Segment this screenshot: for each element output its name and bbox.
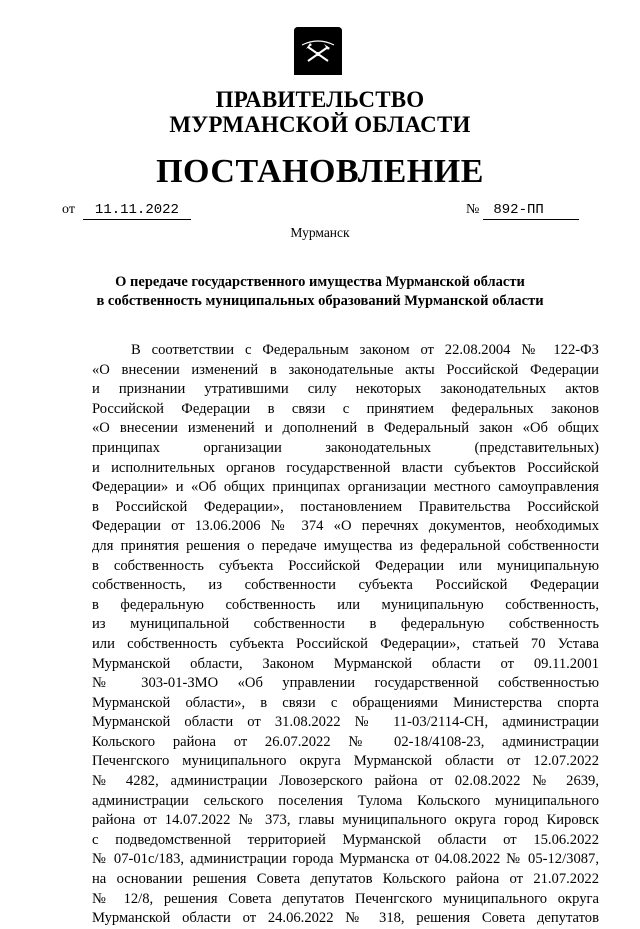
body-line: принципах организации законодательных (представительных) (92, 439, 599, 456)
body-line: № 12/8, решения Совета депутатов Печенгского муниципального округа (92, 890, 599, 907)
body-line: администрации сельского поселения Тулома Кольского муниципального (92, 792, 599, 809)
coat-of-arms-icon (294, 27, 342, 75)
body-line: Федерации» и «Об общих принципах организации местного самоуправления (92, 479, 599, 496)
body-line: № 4282, администрации Ловозерского района от 02.08.2022 № 2639, (92, 773, 599, 790)
city-name: Мурманск (290, 225, 350, 240)
subject-line2: в собственность муниципальных образований Мурманской области (96, 293, 544, 309)
body-line: из муниципальной собственности в федеральную собственность (92, 616, 599, 633)
body-line: и признании утратившими силу некоторых законодательных актов (92, 381, 599, 398)
document-type-title: ПОСТАНОВЛЕНИЕ (156, 153, 484, 190)
subject-line1: О передаче государственного имущества Мурманской области (115, 274, 525, 290)
government-title-line1: ПРАВИТЕЛЬСТВО (215, 87, 425, 112)
body-line: Мурманской области, Законом Мурманской области от 09.11.2001 (92, 655, 599, 672)
date-label: от (62, 202, 75, 217)
document-number (466, 201, 579, 220)
body-line: В соответствии с Федеральным законом от 22.08.2004 № 122-ФЗ (131, 342, 599, 358)
body-line: и исполнительных органов государственной власти субъектов Российской (92, 459, 599, 476)
body-line: № 07-01с/183, администрации города Мурманска от 04.08.2022 № 05-12/3087, (92, 851, 599, 868)
body-line: для принятия решения о передаче имущества из федеральной собственности (92, 537, 599, 554)
body-line: Мурманской области от 24.06.2022 № 318, решения Совета депутатов (92, 910, 599, 927)
body-line: в Российской Федерации», постановлением Правительства Российской (92, 498, 599, 515)
body-text (92, 341, 599, 929)
number-label: № (466, 202, 480, 217)
body-line: Российской Федерации в связи с принятием федеральных законов (92, 400, 599, 417)
government-title-line2: МУРМАНСКОЙ ОБЛАСТИ (169, 112, 471, 137)
body-line: Мурманской области», в связи с обращениями Министерства спорта (92, 694, 599, 711)
body-line: Кольского района от 26.07.2022 № 02-18/4108-23, администрации (92, 733, 599, 750)
body-line: «О внесении изменений и дополнений в Федеральный закон «Об общих (92, 420, 599, 437)
body-line: № 303-01-ЗМО «Об управлении государственной собственностью (92, 675, 599, 692)
body-line: Федерации от 13.06.2006 № 374 «О перечнях документов, необходимых (92, 518, 599, 535)
body-line: собственность, из собственности субъекта Российской Федерации (92, 577, 599, 594)
body-line: на основании решения Совета депутатов Кольского района от 21.07.2022 (92, 871, 599, 888)
number-value: 892-ПП (483, 201, 579, 220)
body-line: в собственность субъекта Российской Федерации или муниципальную (92, 557, 599, 574)
date-value: 11.11.2022 (83, 201, 191, 220)
body-line: «О внесении изменений в законодательные акты Российской Федерации (92, 361, 599, 378)
body-line: района от 14.07.2022 № 373, главы муниципального округа город Кировск (92, 812, 599, 829)
body-line: с подведомственной территорией Мурманской области от 15.06.2022 (92, 831, 599, 848)
body-line: Мурманской области от 31.08.2022 № 11-03/2114-СН, администрации (92, 714, 599, 731)
body-line: или собственность субъекта Российской Федерации», статьей 70 Устава (92, 635, 599, 652)
body-line: в федеральную собственность или муниципальную собственность, (92, 596, 599, 613)
body-line: Печенгского муниципального округа Мурманской области от 12.07.2022 (92, 753, 599, 770)
document-date (62, 201, 191, 220)
